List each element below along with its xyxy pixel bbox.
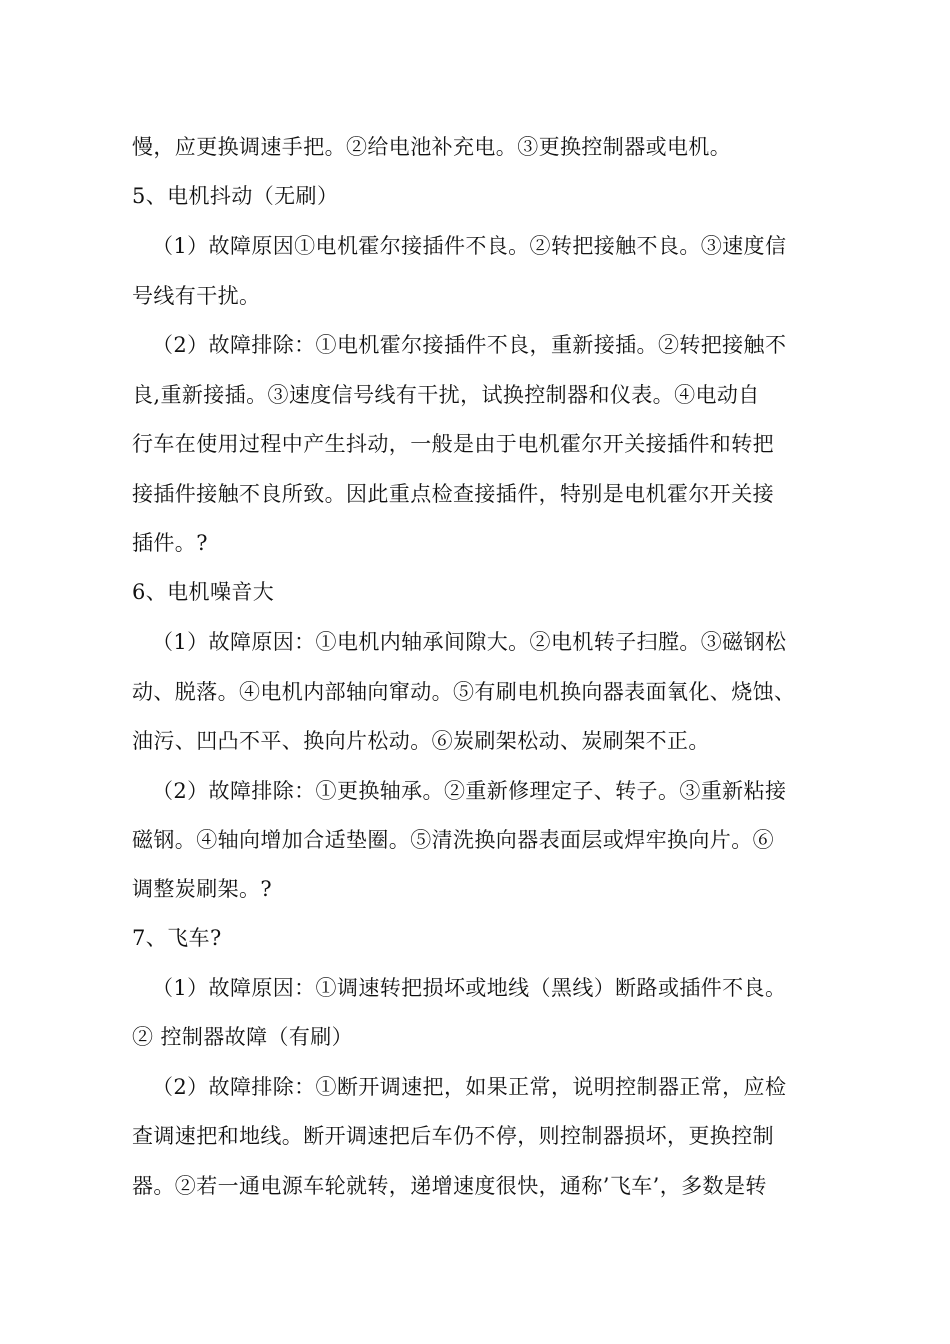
- section-heading: 7、飞车?: [132, 926, 222, 950]
- text-line: （1）故障原因①电机霍尔接插件不良。②转把接触不良。③速度信: [152, 234, 787, 258]
- text-line: 插件。?: [132, 531, 208, 555]
- text-line: 接插件接触不良所致。因此重点检查接插件，特别是电机霍尔开关接: [132, 482, 774, 506]
- text-line: 器。②若一通电源车轮就转，递增速度很快，通称’飞车’，多数是转: [132, 1174, 767, 1198]
- text-line: 慢，应更换调速手把。②给电池补充电。③更换控制器或电机。: [132, 135, 732, 159]
- text-line: ② 控制器故障（有刷）: [132, 1025, 354, 1049]
- text-line: （2）故障排除：①电机霍尔接插件不良，重新接插。②转把接触不: [152, 333, 787, 357]
- text-line: （1）故障原因：①电机内轴承间隙大。②电机转子扫膛。③磁钢松: [152, 630, 787, 654]
- text-line: 调整炭刷架。?: [132, 877, 273, 901]
- text-line: 动、脱落。④电机内部轴向窜动。⑤有刷电机换向器表面氧化、烧蚀、: [132, 680, 796, 704]
- text-line: 行车在使用过程中产生抖动，一般是由于电机霍尔开关接插件和转把: [132, 432, 774, 456]
- text-line: 号线有干扰。: [132, 284, 261, 308]
- text-line: 查调速把和地线。断开调速把后车仍不停，则控制器损坏，更换控制: [132, 1124, 774, 1148]
- text-line: 良,重新接插。③速度信号线有干扰，试换控制器和仪表。④电动自: [132, 383, 760, 407]
- section-heading: 6、电机噪音大: [132, 580, 275, 604]
- section-heading: 5、电机抖动（无刷）: [132, 184, 339, 208]
- text-line: （1）故障原因：①调速转把损坏或地线（黑线）断路或插件不良。: [152, 976, 787, 1000]
- text-line: （2）故障排除：①更换轴承。②重新修理定子、转子。③重新粘接: [152, 779, 787, 803]
- text-line: （2）故障排除：①断开调速把，如果正常，说明控制器正常，应检: [152, 1075, 787, 1099]
- text-line: 磁钢。④轴向增加合适垫圈。⑤清洗换向器表面层或焊牢换向片。⑥: [132, 828, 774, 852]
- text-line: 油污、凹凸不平、换向片松动。⑥炭刷架松动、炭刷架不正。: [132, 729, 710, 753]
